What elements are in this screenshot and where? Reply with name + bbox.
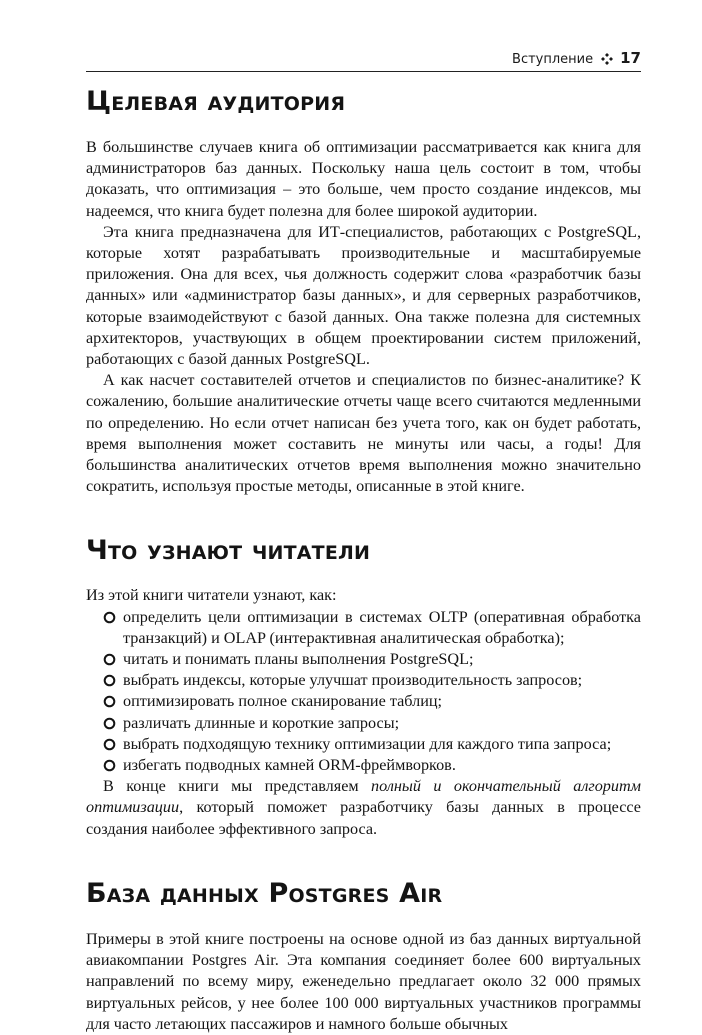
circle-bullet-icon: [103, 674, 116, 687]
paragraph: Эта книга предназначена для ИТ-специалистов, работающих с PostgreSQL, которые хотят разрабатывать производительные и масштабируемые приложения. Она для всех, чья должность содержит слова «разработчик базы данных» или «администратор базы данных», и для серверных разработчиков, которые взаимодействуют с базой данных. Она также полезна для системных архитекторов, участвующих в общем проектировании систем приложений, работающих с базой данных PostgreSQL.: [86, 222, 641, 369]
list-item: оптимизировать полное сканирование таблиц;: [103, 691, 641, 712]
section-heading-target-audience: Целевая аудитория: [86, 86, 346, 117]
circle-bullet-icon: [103, 653, 116, 666]
list-intro: Из этой книги читатели узнают, как:: [86, 586, 337, 605]
four-diamond-separator-icon: [601, 53, 613, 65]
list-item: читать и понимать планы выполнения PostgreSQL;: [103, 649, 641, 670]
italic-phrase: полный и окончательный алгоритм оптимизации: [86, 777, 642, 817]
list-item: избегать подводных камней ORM-фреймворков.: [103, 755, 641, 776]
circle-bullet-icon: [103, 611, 116, 624]
paragraph: В большинстве случаев книга об оптимизации рассматривается как книга для администраторов баз данных. Поскольку наша цель состоит в том, чтобы доказать, что оптимизация – это больше, чем просто создание индексов, мы надеемся, что книга будет полезна для более широкой аудитории.: [86, 138, 641, 220]
list-item: выбрать индексы, которые улучшат производительность запросов;: [103, 670, 641, 691]
list-item: определить цели оптимизации в системах OLTP (оперативная обработка транзакций) и OLAP (интерактивная аналитическая обработка);: [103, 607, 641, 649]
circle-bullet-icon: [103, 759, 116, 772]
page-content: [86, 86, 641, 1035]
running-header: [86, 48, 641, 72]
section-heading-what-readers-learn: Что узнают читатели: [86, 535, 371, 567]
list-item: различать длинные и короткие запросы;: [103, 713, 641, 734]
closing-paragraph: В конце книги мы представляем полный и окончательный алгоритм оптимизации, который поможет разработчику базы данных в процессе создания наиболее эффективного запроса.: [86, 777, 642, 838]
list-item: выбрать подходящую технику оптимизации для каждого типа запроса;: [103, 734, 641, 755]
circle-bullet-icon: [103, 717, 116, 730]
section-heading-postgres-air: База данных Postgres Air: [86, 877, 443, 909]
paragraph: А как насчет составителей отчетов и специалистов по бизнес-аналитике? К сожалению, большие аналитические отчеты чаще всего считаются медленными по определению. Но если отчет написан без учета того, как он будет работать, время выполнения может составить не минуты или часы, а годы! Для большинства аналитических отчетов время выполнения можно значительно сократить, используя простые методы, описанные в этой книге.: [86, 371, 641, 496]
learning-list: [86, 607, 641, 777]
circle-bullet-icon: [103, 738, 116, 751]
header-section-title: Вступление: [512, 52, 594, 67]
paragraph: Примеры в этой книге построены на основе одной из баз данных виртуальной авиакомпании Postgres Air. Эта компания соединяет более 600 виртуальных направлений по всему миру, еженедельно предлагает около 32 000 прямых виртуальных рейсов, у нее более 100 000 виртуальных участников программы для часто летающих пассажиров и намного больше обычных: [86, 929, 641, 1033]
page-number: 17: [620, 49, 641, 67]
circle-bullet-icon: [103, 695, 116, 708]
